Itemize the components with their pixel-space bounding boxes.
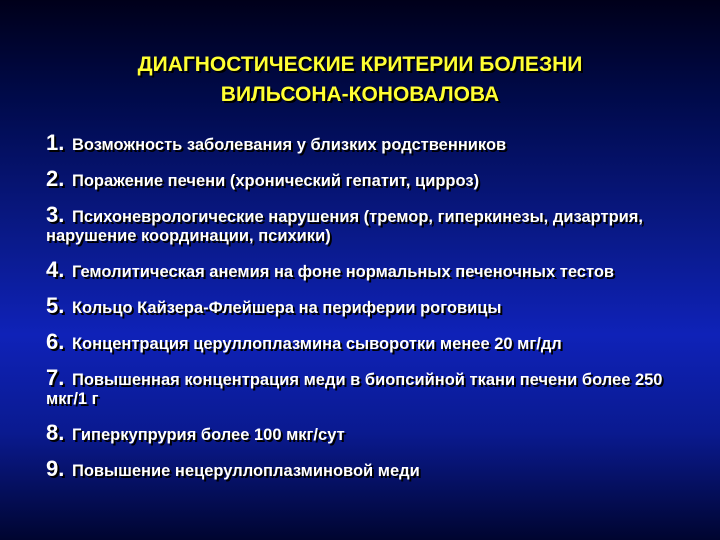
item-text: Гиперкупрурия более 100 мкг/сут xyxy=(71,426,345,444)
item-text: Поражение печени (хронический гепатит, цирроз) xyxy=(71,172,480,190)
item-text: Возможность заболевания у близких родственников xyxy=(71,136,507,154)
item-number: 3. xyxy=(46,202,65,227)
title-line-2: ВИЛЬСОНА-КОНОВАЛОВА xyxy=(220,83,500,106)
slide-title xyxy=(0,50,720,110)
title-line-1: ДИАГНОСТИЧЕСКИЕ КРИТЕРИИ БОЛЕЗНИ xyxy=(137,53,583,76)
item-number: 6. xyxy=(46,329,65,354)
criteria-item-5 xyxy=(46,293,686,318)
criteria-item-3 xyxy=(46,202,686,246)
item-number: 7. xyxy=(46,365,65,390)
item-number: 2. xyxy=(46,166,65,191)
criteria-item-2 xyxy=(46,166,686,191)
criteria-item-9 xyxy=(46,456,686,481)
item-number: 8. xyxy=(46,420,65,445)
criteria-item-1 xyxy=(46,130,686,155)
criteria-item-8 xyxy=(46,420,686,445)
item-number: 9. xyxy=(46,456,65,481)
item-text: Концентрация церуллоплазмина сыворотки менее 20 мг/дл xyxy=(71,335,562,353)
criteria-item-4 xyxy=(46,257,686,282)
item-number: 4. xyxy=(46,257,65,282)
item-text: Повышение нецеруллоплазминовой меди xyxy=(71,462,420,480)
item-number: 1. xyxy=(46,130,65,155)
item-text: Повышенная концентрация меди в биопсийной ткани печени более 250 мкг/1 г xyxy=(46,371,663,408)
criteria-list xyxy=(46,130,686,481)
criteria-item-7 xyxy=(46,365,686,409)
item-text: Кольцо Кайзера-Флейшера на периферии роговицы xyxy=(71,299,502,317)
item-text: Гемолитическая анемия на фоне нормальных печеночных тестов xyxy=(71,263,615,281)
item-text: Психоневрологические нарушения (тремор, гиперкинезы, дизартрия, нарушение координации, психики) xyxy=(46,208,643,245)
item-number: 5. xyxy=(46,293,65,318)
criteria-item-6 xyxy=(46,329,686,354)
